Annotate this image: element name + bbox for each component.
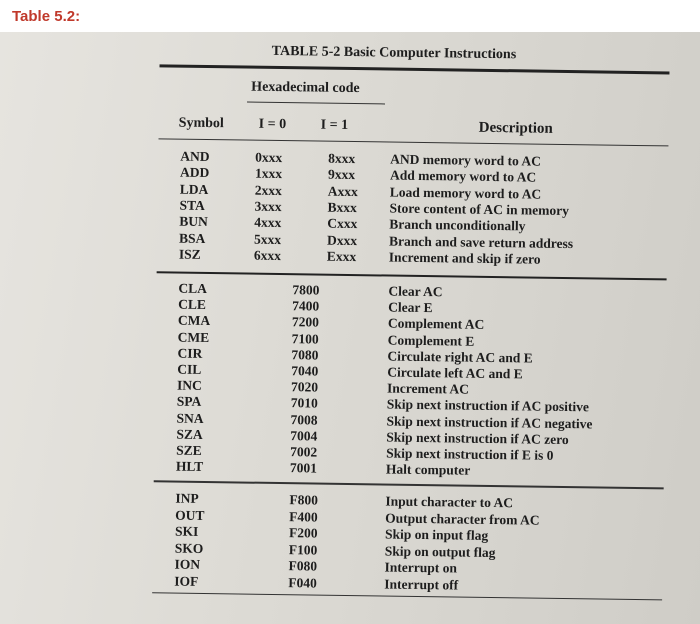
description-cell: Output character from AC bbox=[385, 510, 540, 528]
top-rule bbox=[159, 64, 669, 74]
symbol-cell: AND bbox=[180, 148, 210, 165]
description-cell: Circulate left AC and E bbox=[387, 364, 523, 382]
description-cell: Skip next instruction if AC positive bbox=[386, 396, 590, 415]
description-column-header: Description bbox=[478, 119, 553, 137]
symbol-cell: SKO bbox=[174, 540, 204, 556]
description-cell: Load memory word to AC bbox=[389, 184, 542, 202]
symbol-cell: SZA bbox=[176, 426, 203, 442]
symbol-cell: BUN bbox=[179, 213, 208, 230]
hex-code-cell: 7008 bbox=[290, 411, 318, 428]
hex-code-cell: 7001 bbox=[289, 460, 318, 476]
symbol-cell: SPA bbox=[176, 393, 202, 410]
symbol-cell: ISZ bbox=[178, 246, 201, 262]
hex-code-group-header: Hexadecimal code bbox=[251, 79, 360, 97]
symbol-cell: INC bbox=[176, 377, 202, 394]
symbol-cell: ADD bbox=[179, 164, 210, 181]
hex-code-cell: 7080 bbox=[291, 346, 319, 363]
hex-code-i1-cell: Dxxx bbox=[327, 232, 358, 248]
symbol-cell: CLE bbox=[178, 296, 207, 313]
symbol-column-header: Symbol bbox=[178, 115, 224, 132]
hex-code-cell: F800 bbox=[289, 492, 319, 508]
symbol-cell: SZE bbox=[176, 442, 202, 458]
hex-code-i0-cell: 0xxx bbox=[255, 149, 283, 166]
hex-code-cell: 7400 bbox=[292, 298, 320, 314]
hex-code-underline bbox=[247, 102, 385, 105]
description-cell: Circulate right AC and E bbox=[387, 348, 533, 366]
hex-code-i0-cell: 3xxx bbox=[254, 198, 282, 214]
symbol-cell: SKI bbox=[174, 523, 199, 539]
hex-code-cell: F400 bbox=[289, 508, 318, 525]
book-page-photo bbox=[0, 32, 700, 624]
description-cell: Skip next instruction if AC negative bbox=[386, 413, 593, 431]
description-cell: Interrupt on bbox=[384, 559, 458, 576]
description-cell: Complement AC bbox=[387, 315, 485, 333]
description-cell: Clear E bbox=[388, 299, 433, 316]
hex-code-cell: 7040 bbox=[291, 363, 319, 379]
symbol-cell: BSA bbox=[179, 230, 206, 246]
symbol-cell: CIR bbox=[177, 345, 203, 361]
symbol-cell: STA bbox=[179, 197, 205, 213]
symbol-cell: CMA bbox=[177, 312, 211, 329]
hex-code-cell: 7002 bbox=[290, 444, 318, 460]
symbol-cell: SNA bbox=[176, 410, 204, 426]
symbol-cell: LDA bbox=[179, 181, 209, 197]
table-caption: Table 5.2: bbox=[12, 8, 81, 25]
hex-code-i1-cell: Exxx bbox=[326, 248, 357, 264]
group-separator-rule bbox=[154, 480, 664, 489]
hex-code-cell: 7100 bbox=[291, 330, 319, 347]
hex-code-cell: F040 bbox=[288, 574, 317, 591]
symbol-cell: OUT bbox=[175, 507, 205, 523]
i0-column-header: I = 0 bbox=[258, 116, 287, 133]
instruction-table bbox=[0, 32, 700, 624]
hex-code-i1-cell: Cxxx bbox=[327, 215, 358, 232]
hex-code-cell: F200 bbox=[288, 525, 318, 541]
hex-code-cell: F080 bbox=[288, 558, 318, 574]
hex-code-i0-cell: 1xxx bbox=[254, 165, 283, 182]
hex-code-cell: 7010 bbox=[290, 395, 318, 411]
hex-code-i1-cell: Bxxx bbox=[327, 199, 357, 215]
description-cell: AND memory word to AC bbox=[390, 151, 542, 169]
table-title: TABLE 5-2 Basic Computer Instructions bbox=[271, 43, 517, 63]
description-cell: Increment AC bbox=[386, 380, 470, 397]
symbol-cell: ION bbox=[174, 556, 201, 572]
description-cell: Interrupt off bbox=[384, 576, 459, 593]
description-cell: Branch and save return address bbox=[388, 233, 574, 251]
hex-code-i0-cell: 2xxx bbox=[254, 182, 282, 198]
description-cell: Clear AC bbox=[388, 283, 443, 300]
description-cell: Halt computer bbox=[385, 461, 471, 478]
hex-code-i0-cell: 6xxx bbox=[253, 247, 281, 263]
hex-code-cell: 7200 bbox=[291, 314, 320, 330]
description-cell: Skip on output flag bbox=[384, 543, 496, 560]
hex-code-i0-cell: 4xxx bbox=[254, 214, 282, 231]
description-cell: Increment and skip if zero bbox=[388, 249, 541, 267]
hex-code-cell: 7004 bbox=[290, 427, 318, 444]
hex-code-i0-cell: 5xxx bbox=[254, 231, 282, 247]
symbol-cell: IOF bbox=[174, 573, 199, 589]
hex-code-i1-cell: 9xxx bbox=[327, 166, 356, 183]
description-cell: Skip next instruction if E is 0 bbox=[386, 445, 554, 463]
hex-code-i1-cell: Axxx bbox=[327, 183, 358, 199]
description-cell: Branch unconditionally bbox=[389, 216, 526, 234]
hex-code-cell: 7800 bbox=[292, 282, 320, 298]
i1-column-header: I = 1 bbox=[320, 117, 349, 133]
hex-code-i1-cell: 8xxx bbox=[328, 150, 356, 167]
description-cell: Add memory word to AC bbox=[389, 167, 537, 185]
description-cell: Skip next instruction if AC zero bbox=[386, 429, 569, 447]
description-cell: Complement E bbox=[387, 332, 475, 349]
symbol-cell: HLT bbox=[175, 458, 204, 475]
hex-code-cell: F100 bbox=[288, 541, 318, 558]
symbol-cell: CIL bbox=[177, 361, 202, 377]
symbol-cell: CLA bbox=[178, 280, 208, 297]
symbol-cell: INP bbox=[175, 490, 199, 506]
header-rule bbox=[158, 138, 668, 146]
hex-code-cell: 7020 bbox=[290, 379, 319, 395]
description-cell: Input character to AC bbox=[385, 493, 514, 511]
symbol-cell: CME bbox=[177, 329, 210, 345]
description-cell: Skip on input flag bbox=[384, 526, 489, 543]
group-separator-rule bbox=[157, 271, 667, 280]
description-cell: Store content of AC in memory bbox=[389, 200, 569, 218]
